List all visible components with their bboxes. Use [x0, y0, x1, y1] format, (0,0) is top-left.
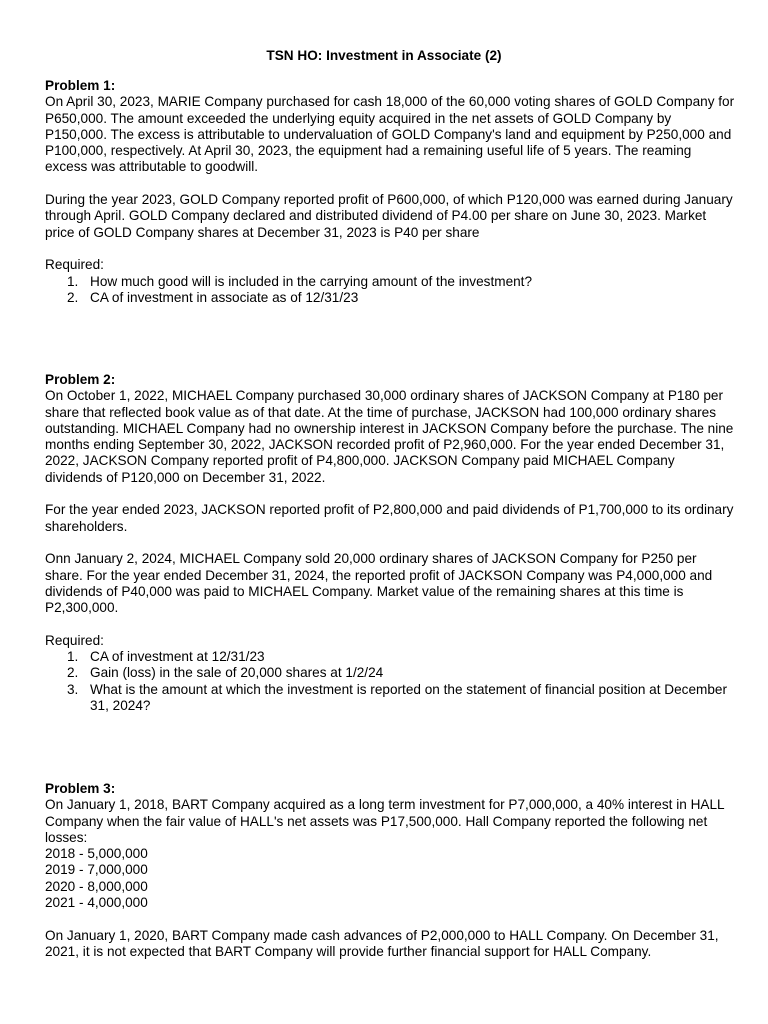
problem-1-paragraph-2: During the year 2023, GOLD Company reported profit of P600,000, of which P120,000 was earned during January through April. GOLD Company declared and distributed dividend of P4.00 per share on June 30, 2023. Market price of GOLD Company shares at December 31, 2023 is P40 per share	[45, 192, 733, 240]
list-number: 2.	[67, 289, 79, 305]
list-item	[45, 665, 735, 681]
problem-2-paragraph-2: For the year ended 2023, JACKSON reported profit of P2,800,000 and paid dividends of P1,700,000 to its ordinary shareholders.	[45, 502, 734, 534]
problem-3-heading: Problem 3:	[45, 781, 116, 796]
list-text: Gain (loss) in the sale of 20,000 shares at 1/2/24	[90, 665, 384, 681]
list-item	[45, 290, 735, 306]
problem-2	[45, 372, 735, 714]
problem-2-required-label: Required:	[45, 632, 104, 648]
problem-3-paragraph-1: On January 1, 2018, BART Company acquired as a long term investment for P7,000,000, a 40% interest in HALL Company when the fair value of HALL's net assets was P17,500,000. Hall Company reported the following net losses:	[45, 797, 725, 845]
problem-1-required-label: Required:	[45, 257, 104, 273]
list-item	[45, 649, 735, 665]
problem-1-paragraph-1: On April 30, 2023, MARIE Company purchased for cash 18,000 of the 60,000 voting shares of GOLD Company for P650,000. The amount exceeded the underlying equity acquired in the net assets of GOLD Company by P150,000. The excess is attributable to undervaluation of GOLD Company's land and equipment by P250,000 and P100,000, respectively. At April 30, 2023, the equipment had a remaining useful life of 5 years. The reaming excess was attributable to goodwill.	[45, 94, 735, 175]
problem-3	[45, 781, 735, 960]
problem-1-heading: Problem 1:	[45, 78, 116, 93]
loss-line: 2020 - 8,000,000	[45, 878, 148, 894]
list-text: How much good will is included in the carrying amount of the investment?	[90, 273, 533, 289]
list-item	[45, 274, 735, 290]
problem-2-paragraph-3: Onn January 2, 2024, MICHAEL Company sold 20,000 ordinary shares of JACKSON Company for P250 per share. For the year ended December 31, 2024, the reported profit of JACKSON Company was P4,000,000 and dividends of P40,000 was paid to MICHAEL Company. Market value of the remaining shares at this time is P2,300,000.	[45, 551, 713, 616]
problem-1-required-list	[45, 274, 735, 307]
list-number: 3.	[67, 681, 79, 697]
list-text: What is the amount at which the investment is reported on the statement of financial position at December 31, 2024?	[90, 681, 727, 713]
list-text: CA of investment in associate as of 12/31/23	[90, 289, 359, 305]
problem-1	[45, 78, 735, 306]
problem-2-required-list	[45, 649, 735, 714]
problem-2-heading: Problem 2:	[45, 372, 116, 387]
list-number: 2.	[67, 665, 79, 681]
loss-line: 2021 - 4,000,000	[45, 895, 148, 911]
list-number: 1.	[67, 649, 79, 665]
problem-2-paragraph-1: On October 1, 2022, MICHAEL Company purchased 30,000 ordinary shares of JACKSON Company at P180 per share that reflected book value as of that date. At the time of purchase, JACKSON had 100,000 ordinary shares outstanding. MICHAEL Company had no ownership interest in JACKSON Company before the purchase. The nine months ending September 30, 2022, JACKSON recorded profit of P2,960,000. For the year ended December 31, 2022, JACKSON Company reported profit of P4,800,000. JACKSON Company paid MICHAEL Company dividends of P120,000 on December 31, 2022.	[45, 388, 734, 485]
list-number: 1.	[67, 273, 79, 289]
list-item	[45, 682, 735, 715]
loss-line: 2018 - 5,000,000	[45, 846, 148, 862]
problem-3-paragraph-2: On January 1, 2020, BART Company made cash advances of P2,000,000 to HALL Company. On December 31, 2021, it is not expected that BART Company will provide further financial support for HALL Company.	[45, 927, 719, 959]
loss-line: 2019 - 7,000,000	[45, 862, 148, 878]
page-title: TSN HO: Investment in Associate (2)	[266, 48, 502, 63]
list-text: CA of investment at 12/31/23	[90, 649, 265, 665]
